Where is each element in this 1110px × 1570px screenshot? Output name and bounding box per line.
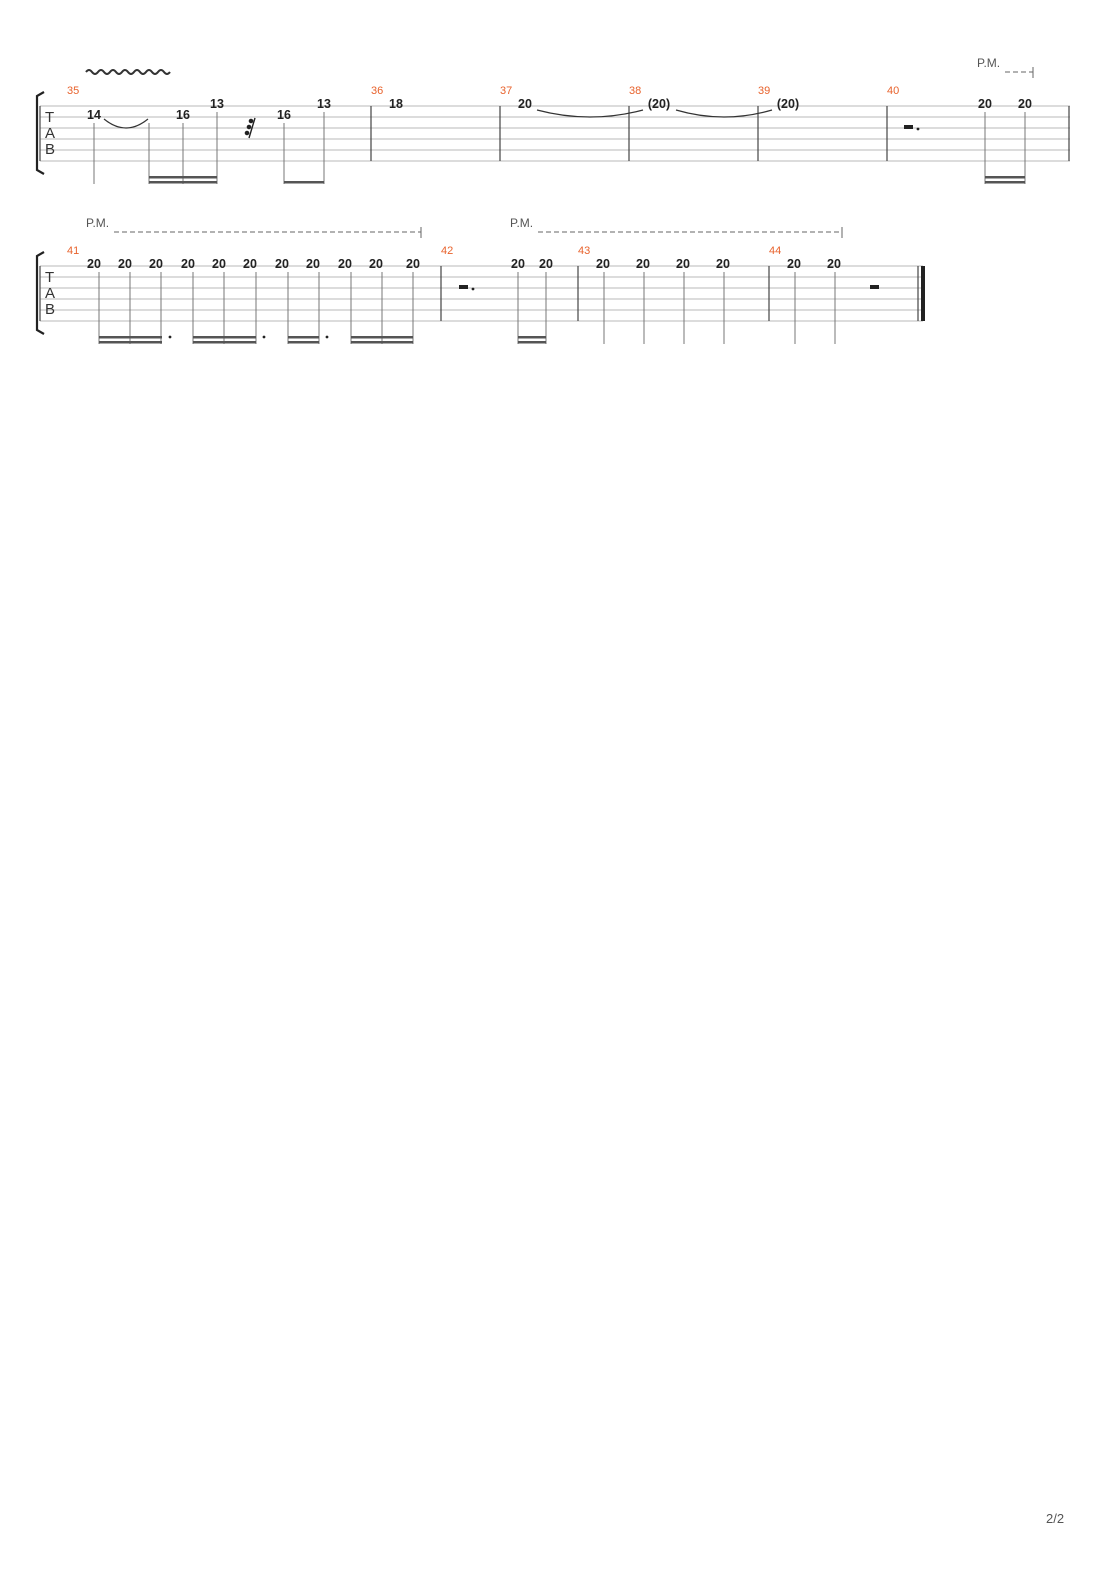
palm-mute-label: P.M. (510, 216, 534, 230)
measure-number: 40 (887, 85, 900, 97)
page-number: 2/2 (1046, 1511, 1065, 1526)
fret-number: 20 (596, 257, 610, 271)
fret-number: 16 (176, 108, 190, 122)
beams (99, 336, 546, 344)
palm-mute-extension (1005, 67, 1033, 78)
measure-number: 37 (500, 85, 513, 97)
tie (537, 110, 643, 117)
palm-mute-label: P.M. (86, 216, 110, 230)
fret-number: 20 (243, 257, 257, 271)
fret-number: 20 (306, 257, 320, 271)
barlines (40, 266, 918, 321)
tab-clef-t: T (45, 269, 55, 286)
half-rest (870, 285, 879, 289)
tab-system-2 (37, 216, 925, 344)
measure-number: 43 (578, 245, 591, 257)
fret-number: 20 (518, 97, 532, 111)
fret-number: 20 (87, 257, 101, 271)
tie (104, 119, 148, 128)
fret-number: 20 (149, 257, 163, 271)
palm-mute-label: P.M. (977, 56, 1001, 70)
fret-number: 20 (676, 257, 690, 271)
fret-number: 20 (978, 97, 992, 111)
fret-number: 20 (511, 257, 525, 271)
fret-number: 20 (338, 257, 352, 271)
measure-number: 42 (441, 245, 454, 257)
fret-number: 20 (827, 257, 841, 271)
fret-number: 20 (636, 257, 650, 271)
fret-number: (20) (776, 97, 800, 111)
stems (94, 112, 1025, 184)
fret-number: 20 (1018, 97, 1032, 111)
final-barline (921, 266, 925, 321)
measure-number: 36 (371, 85, 384, 97)
stems (99, 272, 835, 344)
tab-clef-a: A (45, 125, 56, 142)
measure-number: 38 (629, 85, 642, 97)
fret-number: 20 (369, 257, 383, 271)
fret-number: 20 (787, 257, 801, 271)
tab-clef-b: B (45, 301, 56, 318)
fret-number: 13 (210, 97, 224, 111)
fret-number: 18 (389, 97, 403, 111)
measure-number: 35 (67, 85, 80, 97)
fret-number: 14 (87, 108, 101, 122)
palm-mute-extension (114, 227, 421, 238)
fret-number: 20 (406, 257, 420, 271)
measure-number: 41 (67, 245, 80, 257)
beams (149, 176, 1025, 184)
fret-number: 16 (277, 108, 291, 122)
palm-mute-extension (538, 227, 842, 238)
measure-number: 44 (769, 245, 782, 257)
fret-number: (20) (647, 97, 671, 111)
fret-number: 20 (181, 257, 195, 271)
tab-system-1 (37, 56, 1070, 184)
fret-number: 20 (539, 257, 553, 271)
fret-number: 20 (212, 257, 226, 271)
vibrato-marking (86, 70, 170, 74)
tab-clef-a: A (45, 285, 56, 302)
fret-number: 20 (716, 257, 730, 271)
fret-number: 20 (118, 257, 132, 271)
tab-clef-t: T (45, 109, 55, 126)
staff-lines (40, 266, 923, 321)
measure-number: 39 (758, 85, 771, 97)
tab-clef-b: B (45, 141, 56, 158)
fret-number: 20 (275, 257, 289, 271)
fret-number: 13 (317, 97, 331, 111)
